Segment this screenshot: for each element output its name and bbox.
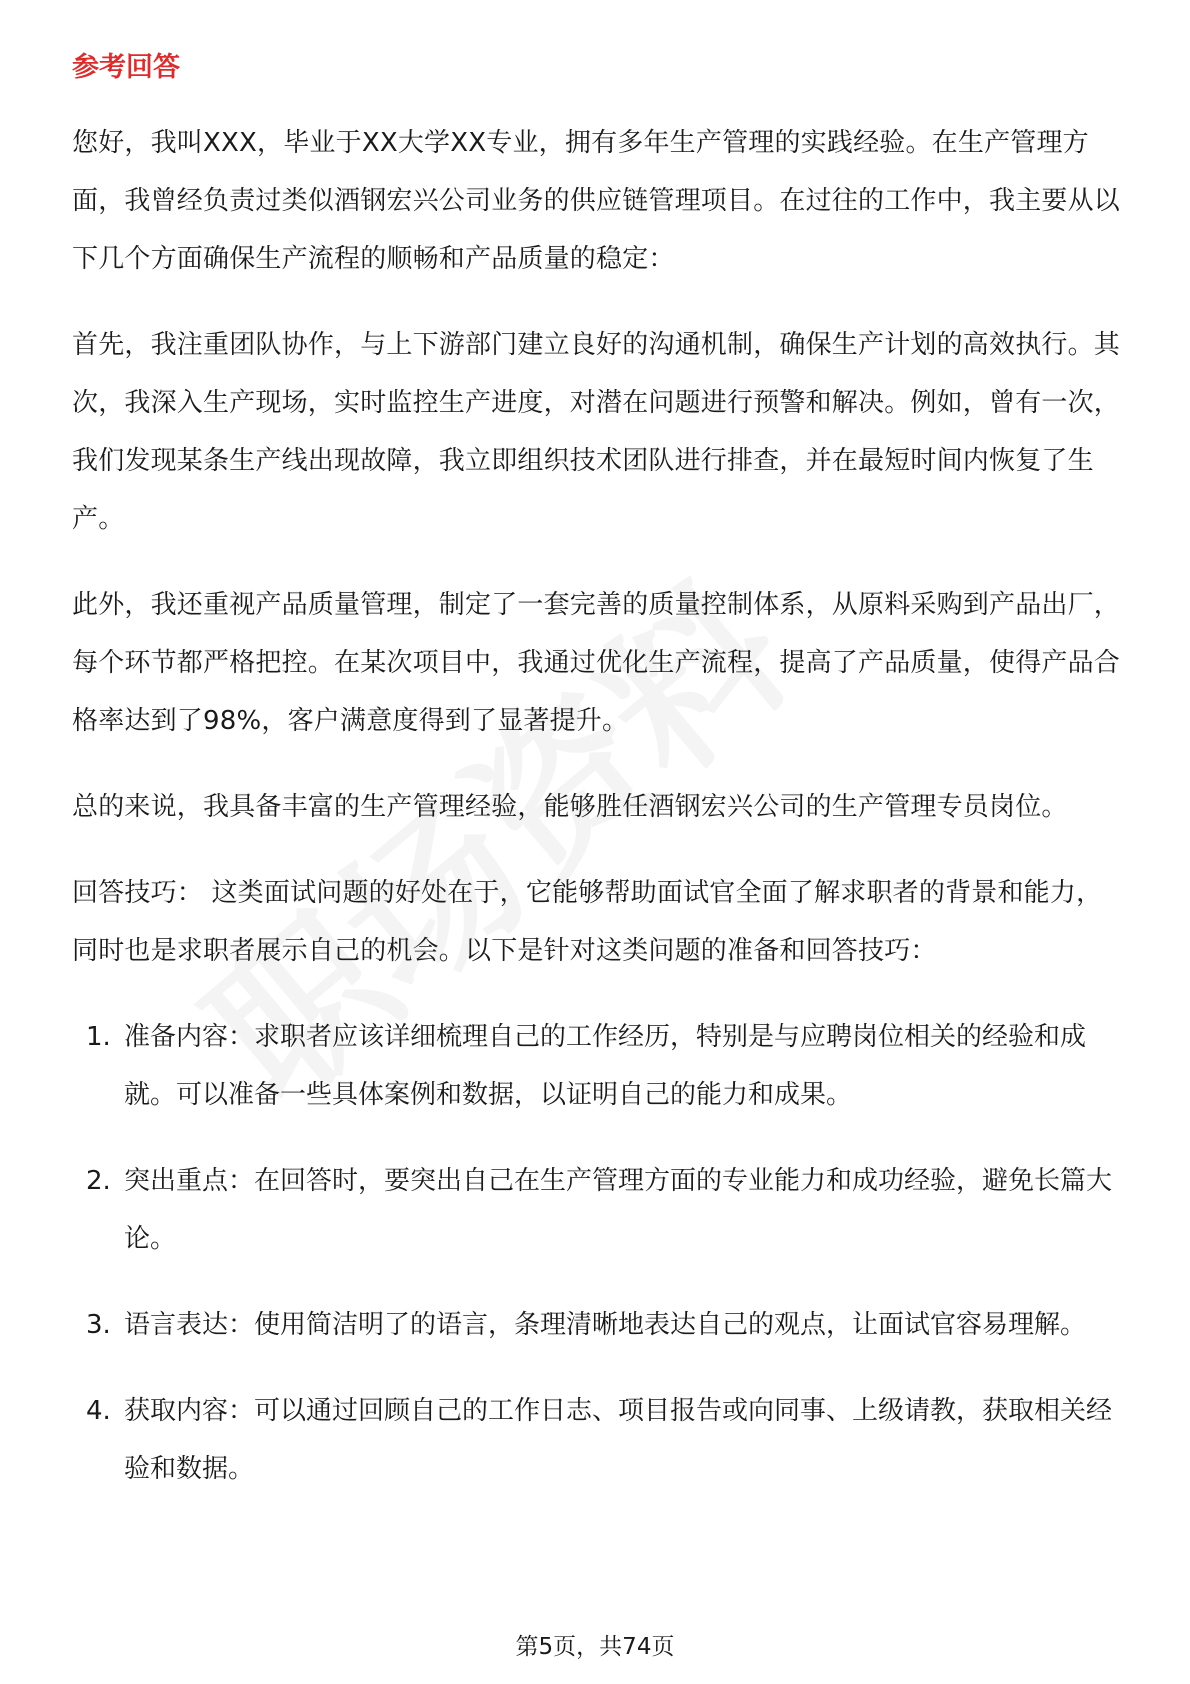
list-item-text: 语言表达：使用简洁明了的语言，条理清晰地表达自己的观点，让面试官容易理解。	[124, 1310, 1087, 1340]
paragraph-summary: 总的来说，我具备丰富的生产管理经验，能够胜任酒钢宏兴公司的生产管理专员岗位。	[72, 792, 1068, 822]
document-page	[72, 48, 1122, 1526]
list-item	[72, 1008, 1122, 1124]
list-item-text: 突出重点：在回答时，要突出自己在生产管理方面的专业能力和成功经验，避免长篇大论。	[124, 1166, 1113, 1254]
paragraph-intro: 您好，我叫XXX，毕业于XX大学XX专业，拥有多年生产管理的实践经验。在生产管理方面，我曾经负责过类似酒钢宏兴公司业务的供应链管理项目。在过往的工作中，我主要从以下几个方面确保生产流程的顺畅和产品质量的稳定：	[72, 128, 1121, 274]
section-heading: 参考回答	[72, 52, 180, 83]
paragraph-tips: 回答技巧： 这类面试问题的好处在于，它能够帮助面试官全面了解求职者的背景和能力，同时也是求职者展示自己的机会。以下是针对这类问题的准备和回答技巧：	[72, 878, 1103, 966]
paragraph-teamwork: 首先，我注重团队协作，与上下游部门建立良好的沟通机制，确保生产计划的高效执行。其次，我深入生产现场，实时监控生产进度，对潜在问题进行预警和解决。例如，曾有一次，我们发现某条生产线出现故障，我立即组织技术团队进行排查，并在最短时间内恢复了生产。	[72, 330, 1121, 534]
list-item-text: 获取内容：可以通过回顾自己的工作日志、项目报告或向同事、上级请教，获取相关经验和数据。	[124, 1396, 1113, 1484]
list-item	[72, 1152, 1122, 1268]
tips-list	[72, 1008, 1122, 1498]
page-number-footer: 第5页，共74页	[515, 1634, 675, 1660]
list-item-number: 2.	[86, 1166, 111, 1196]
list-item-number: 1.	[86, 1022, 111, 1052]
paragraph-quality: 此外，我还重视产品质量管理，制定了一套完善的质量控制体系，从原料采购到产品出厂，每个环节都严格把控。在某次项目中，我通过优化生产流程，提高了产品质量，使得产品合格率达到了98%，客户满意度得到了显著提升。	[72, 590, 1121, 736]
list-item-text: 准备内容：求职者应该详细梳理自己的工作经历，特别是与应聘岗位相关的经验和成就。可以准备一些具体案例和数据，以证明自己的能力和成果。	[124, 1022, 1087, 1110]
list-item	[72, 1382, 1122, 1498]
list-item	[72, 1296, 1122, 1354]
list-item-number: 3.	[86, 1310, 111, 1340]
list-item-number: 4.	[86, 1396, 111, 1426]
